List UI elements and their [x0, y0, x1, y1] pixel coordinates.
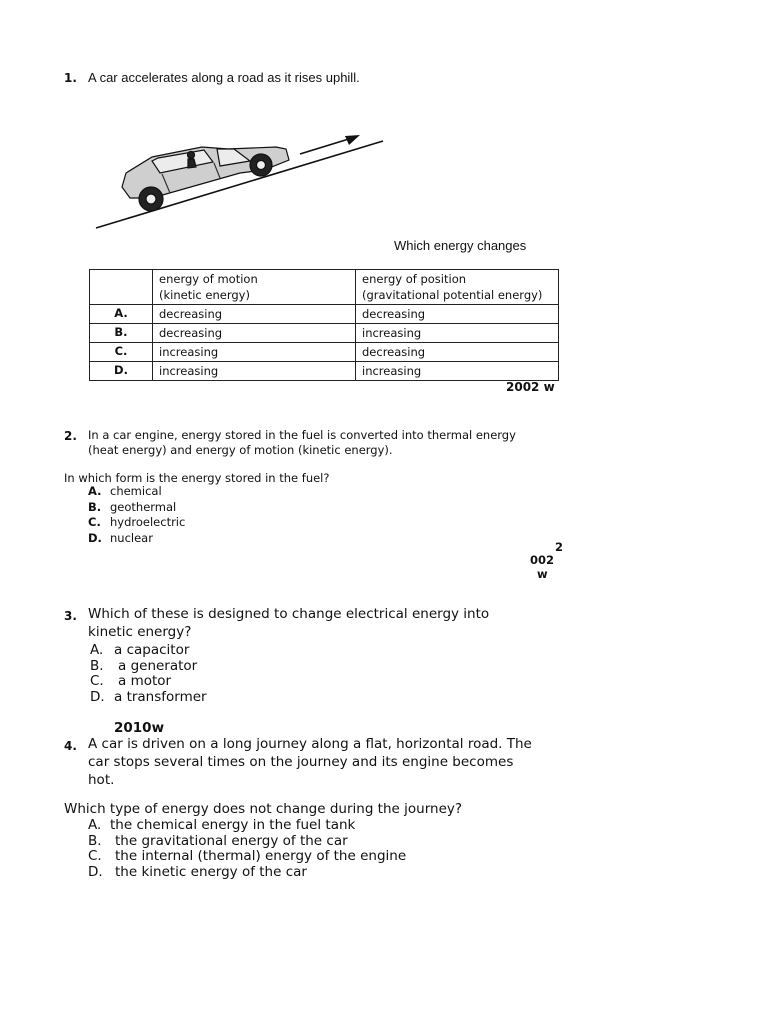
row-letter: D. — [90, 362, 153, 381]
option-letter: A. — [90, 642, 104, 658]
question-3-text-line1: Which of these is designed to change electrical energy into — [88, 606, 490, 622]
option-text: the kinetic energy of the car — [115, 863, 307, 880]
option-text: a capacitor — [114, 642, 190, 658]
option-d[interactable] — [90, 689, 207, 705]
question-4-source: 2010w — [114, 720, 165, 736]
question-2-number: 2. — [64, 429, 77, 443]
option-letter: A. — [88, 817, 102, 833]
option-text: geothermal — [110, 499, 177, 514]
question-1-number: 1. — [64, 71, 77, 85]
header-motion-subtitle: (kinetic energy) — [159, 288, 250, 302]
option-c[interactable] — [90, 673, 207, 689]
option-letter: D. — [88, 530, 102, 545]
header-cell-position — [356, 270, 559, 305]
question-2-question: In which form is the energy stored in the fuel? — [64, 471, 330, 485]
question-1-prompt: Which energy changes — [394, 238, 527, 253]
question-1-text: A car accelerates along a road as it rises uphill. — [88, 70, 360, 85]
energy-table — [89, 269, 559, 381]
option-a[interactable] — [88, 817, 406, 833]
row-motion-value: decreasing — [153, 305, 356, 324]
option-letter: D. — [90, 688, 105, 705]
question-4-question: Which type of energy does not change during the journey? — [64, 801, 463, 817]
question-2-text-line2: (heat energy) and energy of motion (kinetic energy). — [88, 443, 393, 457]
table-row — [90, 305, 559, 324]
header-position-subtitle: (gravitational potential energy) — [362, 288, 543, 302]
table-header-row — [90, 270, 559, 305]
question-2-source-part1: 2 — [555, 540, 564, 554]
question-1-source: 2002 w — [506, 380, 555, 394]
option-text: the gravitational energy of the car — [115, 832, 348, 849]
row-position-value: increasing — [356, 362, 559, 381]
question-4-text-line1: A car is driven on a long journey along a flat, horizontal road. The — [88, 736, 532, 752]
question-3-number: 3. — [64, 609, 77, 623]
option-letter: D. — [88, 863, 103, 880]
table-row — [90, 362, 559, 381]
question-4-text-line3: hot. — [88, 772, 115, 788]
question-4-options — [88, 817, 406, 879]
option-text: a motor — [118, 673, 172, 690]
table-row — [90, 324, 559, 343]
option-d[interactable] — [88, 864, 406, 880]
row-letter: B. — [90, 324, 153, 343]
row-position-value: decreasing — [356, 305, 559, 324]
car-icon — [122, 147, 289, 211]
row-motion-value: increasing — [153, 362, 356, 381]
row-motion-value: increasing — [153, 343, 356, 362]
header-position-title: energy of position — [362, 272, 467, 286]
option-letter: C. — [90, 673, 104, 690]
question-2-text-line1: In a car engine, energy stored in the fuel is converted into thermal energy — [88, 428, 516, 442]
option-letter: C. — [88, 515, 101, 529]
option-text: hydroelectric — [110, 515, 186, 529]
option-text: the chemical energy in the fuel tank — [110, 817, 356, 833]
option-letter: C. — [88, 848, 102, 865]
question-3-text-line2: kinetic energy? — [88, 624, 192, 640]
option-letter: B. — [88, 499, 102, 514]
row-motion-value: decreasing — [153, 324, 356, 343]
header-cell-motion — [153, 270, 356, 305]
row-position-value: decreasing — [356, 343, 559, 362]
question-2-source-part2: 002 — [530, 553, 555, 567]
option-b[interactable] — [90, 658, 207, 674]
option-letter: A. — [88, 484, 102, 498]
question-2-options — [88, 484, 185, 546]
option-d[interactable] — [88, 531, 185, 547]
option-a[interactable] — [90, 642, 207, 658]
option-c[interactable] — [88, 515, 185, 531]
row-letter: A. — [90, 305, 153, 324]
question-3-options — [90, 642, 207, 704]
option-letter: B. — [88, 832, 102, 849]
option-a[interactable] — [88, 484, 185, 500]
car-on-hill-illustration — [90, 125, 390, 235]
row-letter: C. — [90, 343, 153, 362]
question-2-source-part3: w — [537, 567, 548, 581]
option-text: nuclear — [110, 530, 153, 545]
header-cell-letter — [90, 270, 153, 305]
option-text: the internal (thermal) energy of the engine — [115, 848, 407, 865]
option-b[interactable] — [88, 500, 185, 516]
question-4-text-line2: car stops several times on the journey and its engine becomes — [88, 754, 514, 770]
option-letter: B. — [90, 657, 104, 674]
option-text: a generator — [118, 657, 198, 674]
table-row — [90, 343, 559, 362]
option-text: chemical — [110, 484, 162, 498]
option-b[interactable] — [88, 833, 406, 849]
row-position-value: increasing — [356, 324, 559, 343]
option-c[interactable] — [88, 848, 406, 864]
question-4-number: 4. — [64, 739, 77, 753]
option-text: a transformer — [114, 688, 207, 705]
header-motion-title: energy of motion — [159, 272, 258, 286]
